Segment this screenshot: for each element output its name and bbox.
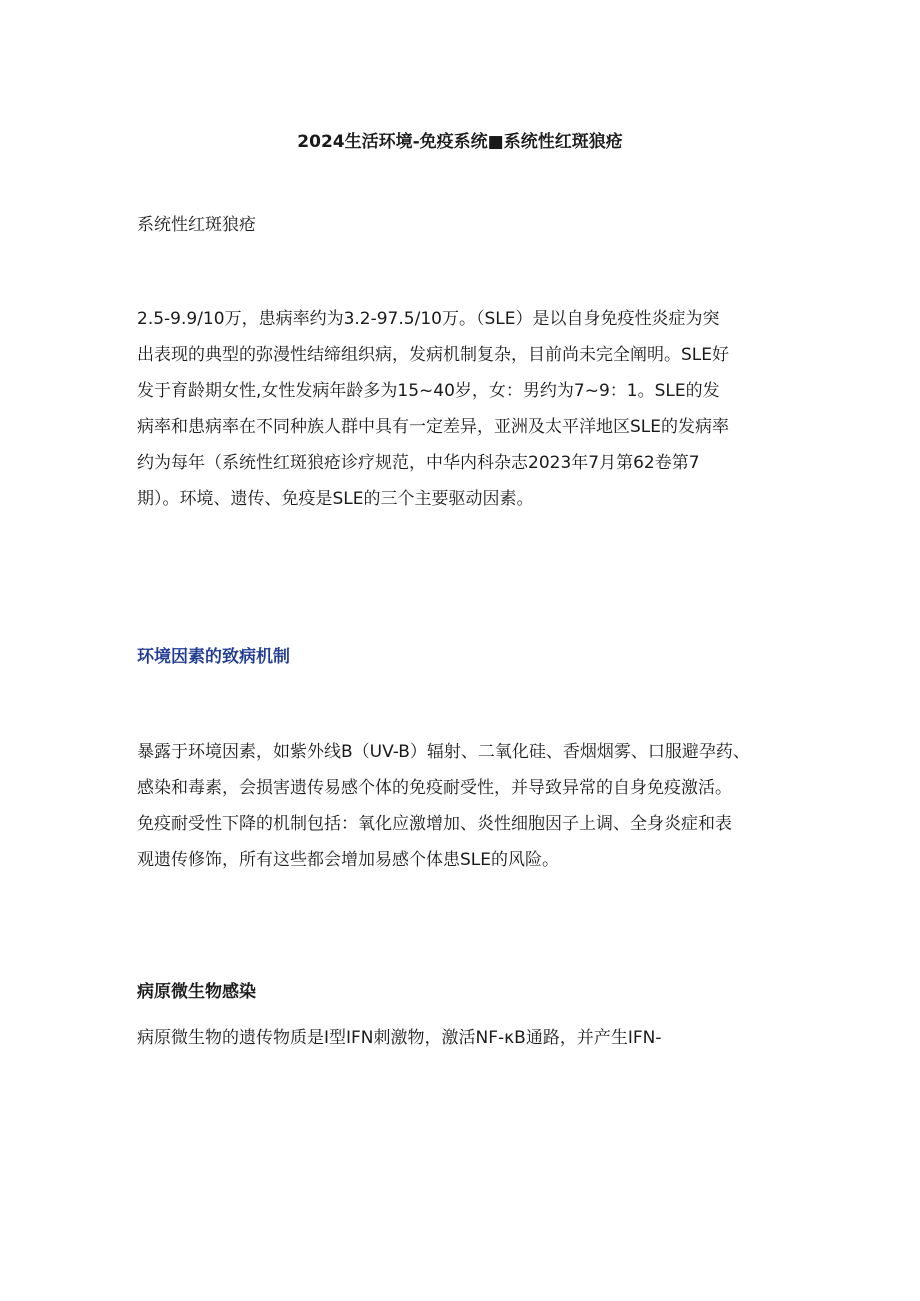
paragraph-line: 约为每年（系统性红斑狼疮诊疗规范，中华内科杂志2023年7月第62卷第7: [137, 453, 700, 473]
paragraph-line: 2.5-9.9/10万，患病率约为3.2-97.5/10万。（SLE）是以自身免疫性炎症为突: [137, 309, 720, 329]
section-heading-environment: 环境因素的致病机制: [137, 647, 290, 667]
paragraph-line: 病率和患病率在不同种族人群中具有一定差异，亚洲及太平洋地区SLE的发病率: [137, 417, 730, 437]
paragraph-line: 暴露于环境因素，如紫外线B（UV-B）辐射、二氧化硅、香烟烟雾、口服避孕药、: [137, 742, 750, 762]
paragraph-line: 期）。环境、遗传、免疫是SLE的三个主要驱动因素。: [137, 489, 534, 509]
intro-paragraph: [137, 307, 817, 511]
pathogen-paragraph: [137, 1026, 817, 1050]
section-heading-pathogen: 病原微生物感染: [137, 982, 256, 1002]
document-subtitle: 系统性红斑狼疮: [137, 215, 256, 235]
document-title: 2024生活环境-免疫系统■系统性红斑狼疮: [297, 132, 623, 152]
paragraph-line: 发于育龄期女性,女性发病年龄多为15~40岁，女：男约为7~9：1。SLE的发: [137, 381, 720, 401]
paragraph-line: 观遗传修饰，所有这些都会增加易感个体患SLE的风险。: [137, 850, 560, 870]
paragraph-line: 免疫耐受性下降的机制包括：氧化应激增加、炎性细胞因子上调、全身炎症和表: [137, 814, 732, 834]
paragraph-line: 病原微生物的遗传物质是I型IFN刺激物，激活NF-κB通路，并产生IFN-: [137, 1028, 662, 1048]
paragraph-line: 出表现的典型的弥漫性结缔组织病，发病机制复杂，目前尚未完全阐明。SLE好: [137, 345, 730, 365]
paragraph-line: 感染和毒素，会损害遗传易感个体的免疫耐受性，并导致异常的自身免疫激活。: [137, 778, 732, 798]
environment-paragraph: [137, 740, 817, 872]
